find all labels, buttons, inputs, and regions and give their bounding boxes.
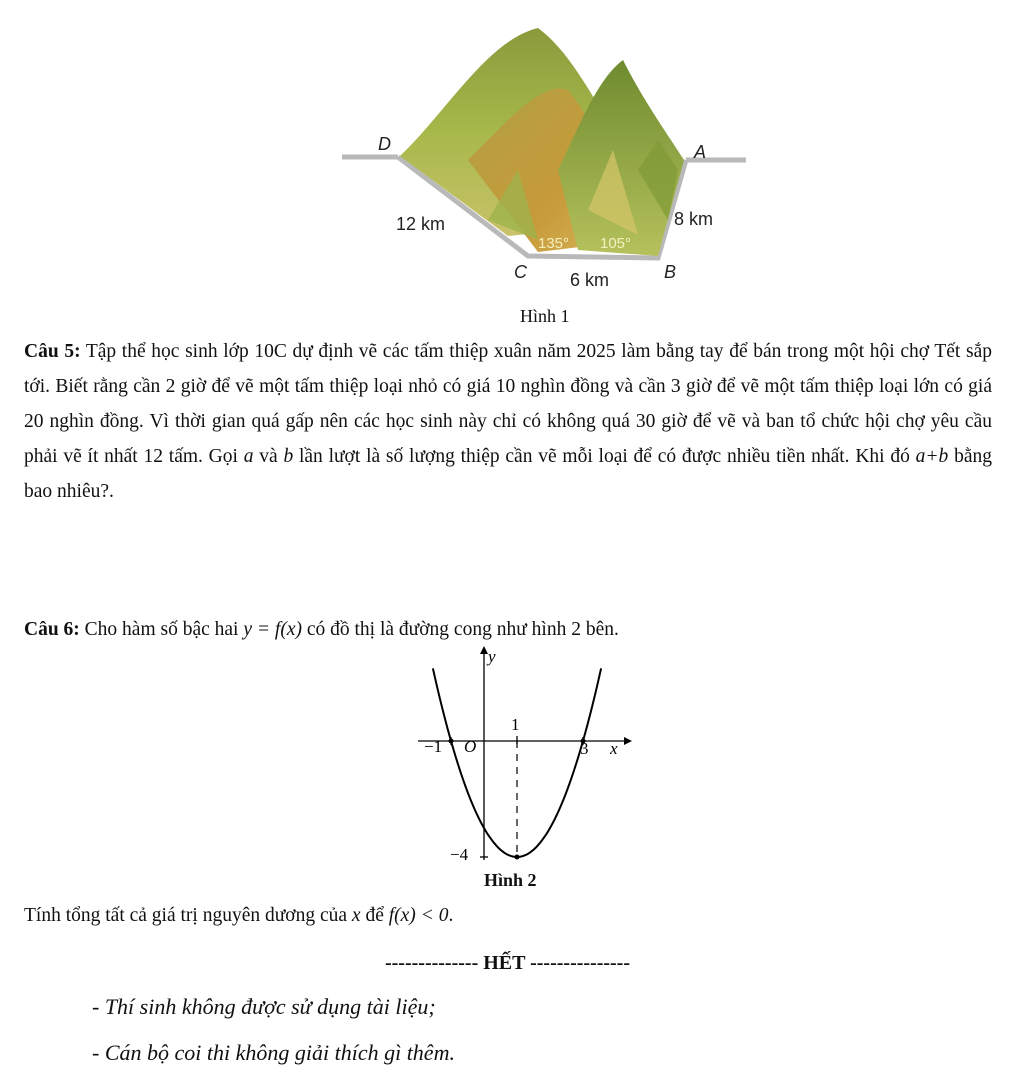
y-axis-arrow — [480, 646, 488, 654]
question-6-label: Câu 6: — [24, 619, 80, 640]
question-6-text-2: có đồ thị là đường cong như hình 2 bên. — [301, 619, 619, 640]
figure-1-illustration — [338, 20, 750, 300]
point-b: B — [664, 262, 677, 282]
parabola-curve — [433, 668, 601, 857]
note-no-materials: - Thí sinh không được sử dụng tài liệu; — [92, 994, 436, 1019]
question-6-text-1: Cho hàm số bậc hai — [79, 619, 244, 640]
tick-label-1: 1 — [511, 715, 520, 734]
origin-label: O — [464, 737, 477, 756]
axis-x-label: x — [610, 739, 618, 758]
question-6 — [24, 612, 992, 647]
label-12km: 12 km — [396, 214, 446, 234]
figure-2-graph — [418, 644, 638, 864]
expression-a-plus-b: a+b — [915, 446, 949, 467]
data-point — [449, 739, 454, 744]
x-axis-arrow — [624, 737, 632, 745]
variable-b: b — [283, 446, 294, 467]
question-5-text-1: Tập thể học sinh lớp 10C dự định vẽ các tấm thiệp xuân năm 2025 làm bằng tay để bán trong một hội chợ Tết sắp tới. Biết rằng cần 2 giờ để vẽ một tấm thiệp loại nhỏ có giá 10 nghìn đồng và cần 3 giờ để vẽ một tấm thiệp loại lớn có giá 20 nghìn đồng. Vì thời gian quá gấp nên các học sinh này chỉ có không quá 30 giờ để vẽ và ban tổ chức hội chợ yêu cầu phải vẽ ít nhất 12 tấm. Gọi — [24, 341, 992, 467]
question-5 — [24, 334, 992, 509]
question-5-text-2: và — [253, 446, 284, 467]
figure-1-caption: Hình 1 — [520, 306, 570, 326]
tick-label-3: 3 — [580, 739, 589, 758]
label-angle-c: 135° — [538, 235, 570, 252]
axis-y-label: y — [488, 647, 496, 666]
point-a: A — [694, 142, 707, 162]
followup-text-1: Tính tổng tất cả giá trị nguyên dương của — [24, 905, 352, 926]
point-d: D — [378, 134, 391, 154]
question-5-label: Câu 5: — [24, 341, 81, 362]
end-marker: -------------- HẾT --------------- — [384, 952, 631, 974]
label-8km: 8 km — [674, 209, 714, 229]
figure-2-caption: Hình 2 — [484, 870, 537, 890]
point-c: C — [514, 262, 527, 282]
data-point — [515, 855, 520, 860]
question-5-text-4: bằng bao nhiêu?. — [24, 446, 992, 502]
tick-label-neg1: −1 — [424, 737, 443, 756]
followup-text-3: . — [448, 905, 454, 926]
note-no-explanation: - Cán bộ coi thi không giải thích gì thêm. — [92, 1040, 455, 1065]
variable-x: x — [351, 905, 361, 926]
followup-text-2: để — [360, 905, 389, 926]
tick-label-neg4: −4 — [450, 845, 469, 864]
variable-a: a — [243, 446, 254, 467]
inequality: f(x) < 0 — [388, 905, 449, 926]
label-angle-b: 105° — [600, 235, 632, 252]
question-6-followup — [24, 898, 992, 933]
question-5-text-3: lần lượt là số lượng thiệp cần vẽ mỗi loại để có được nhiều tiền nhất. Khi đó — [293, 446, 916, 467]
function-notation: y = f(x) — [243, 619, 302, 640]
label-6km: 6 km — [570, 270, 610, 290]
